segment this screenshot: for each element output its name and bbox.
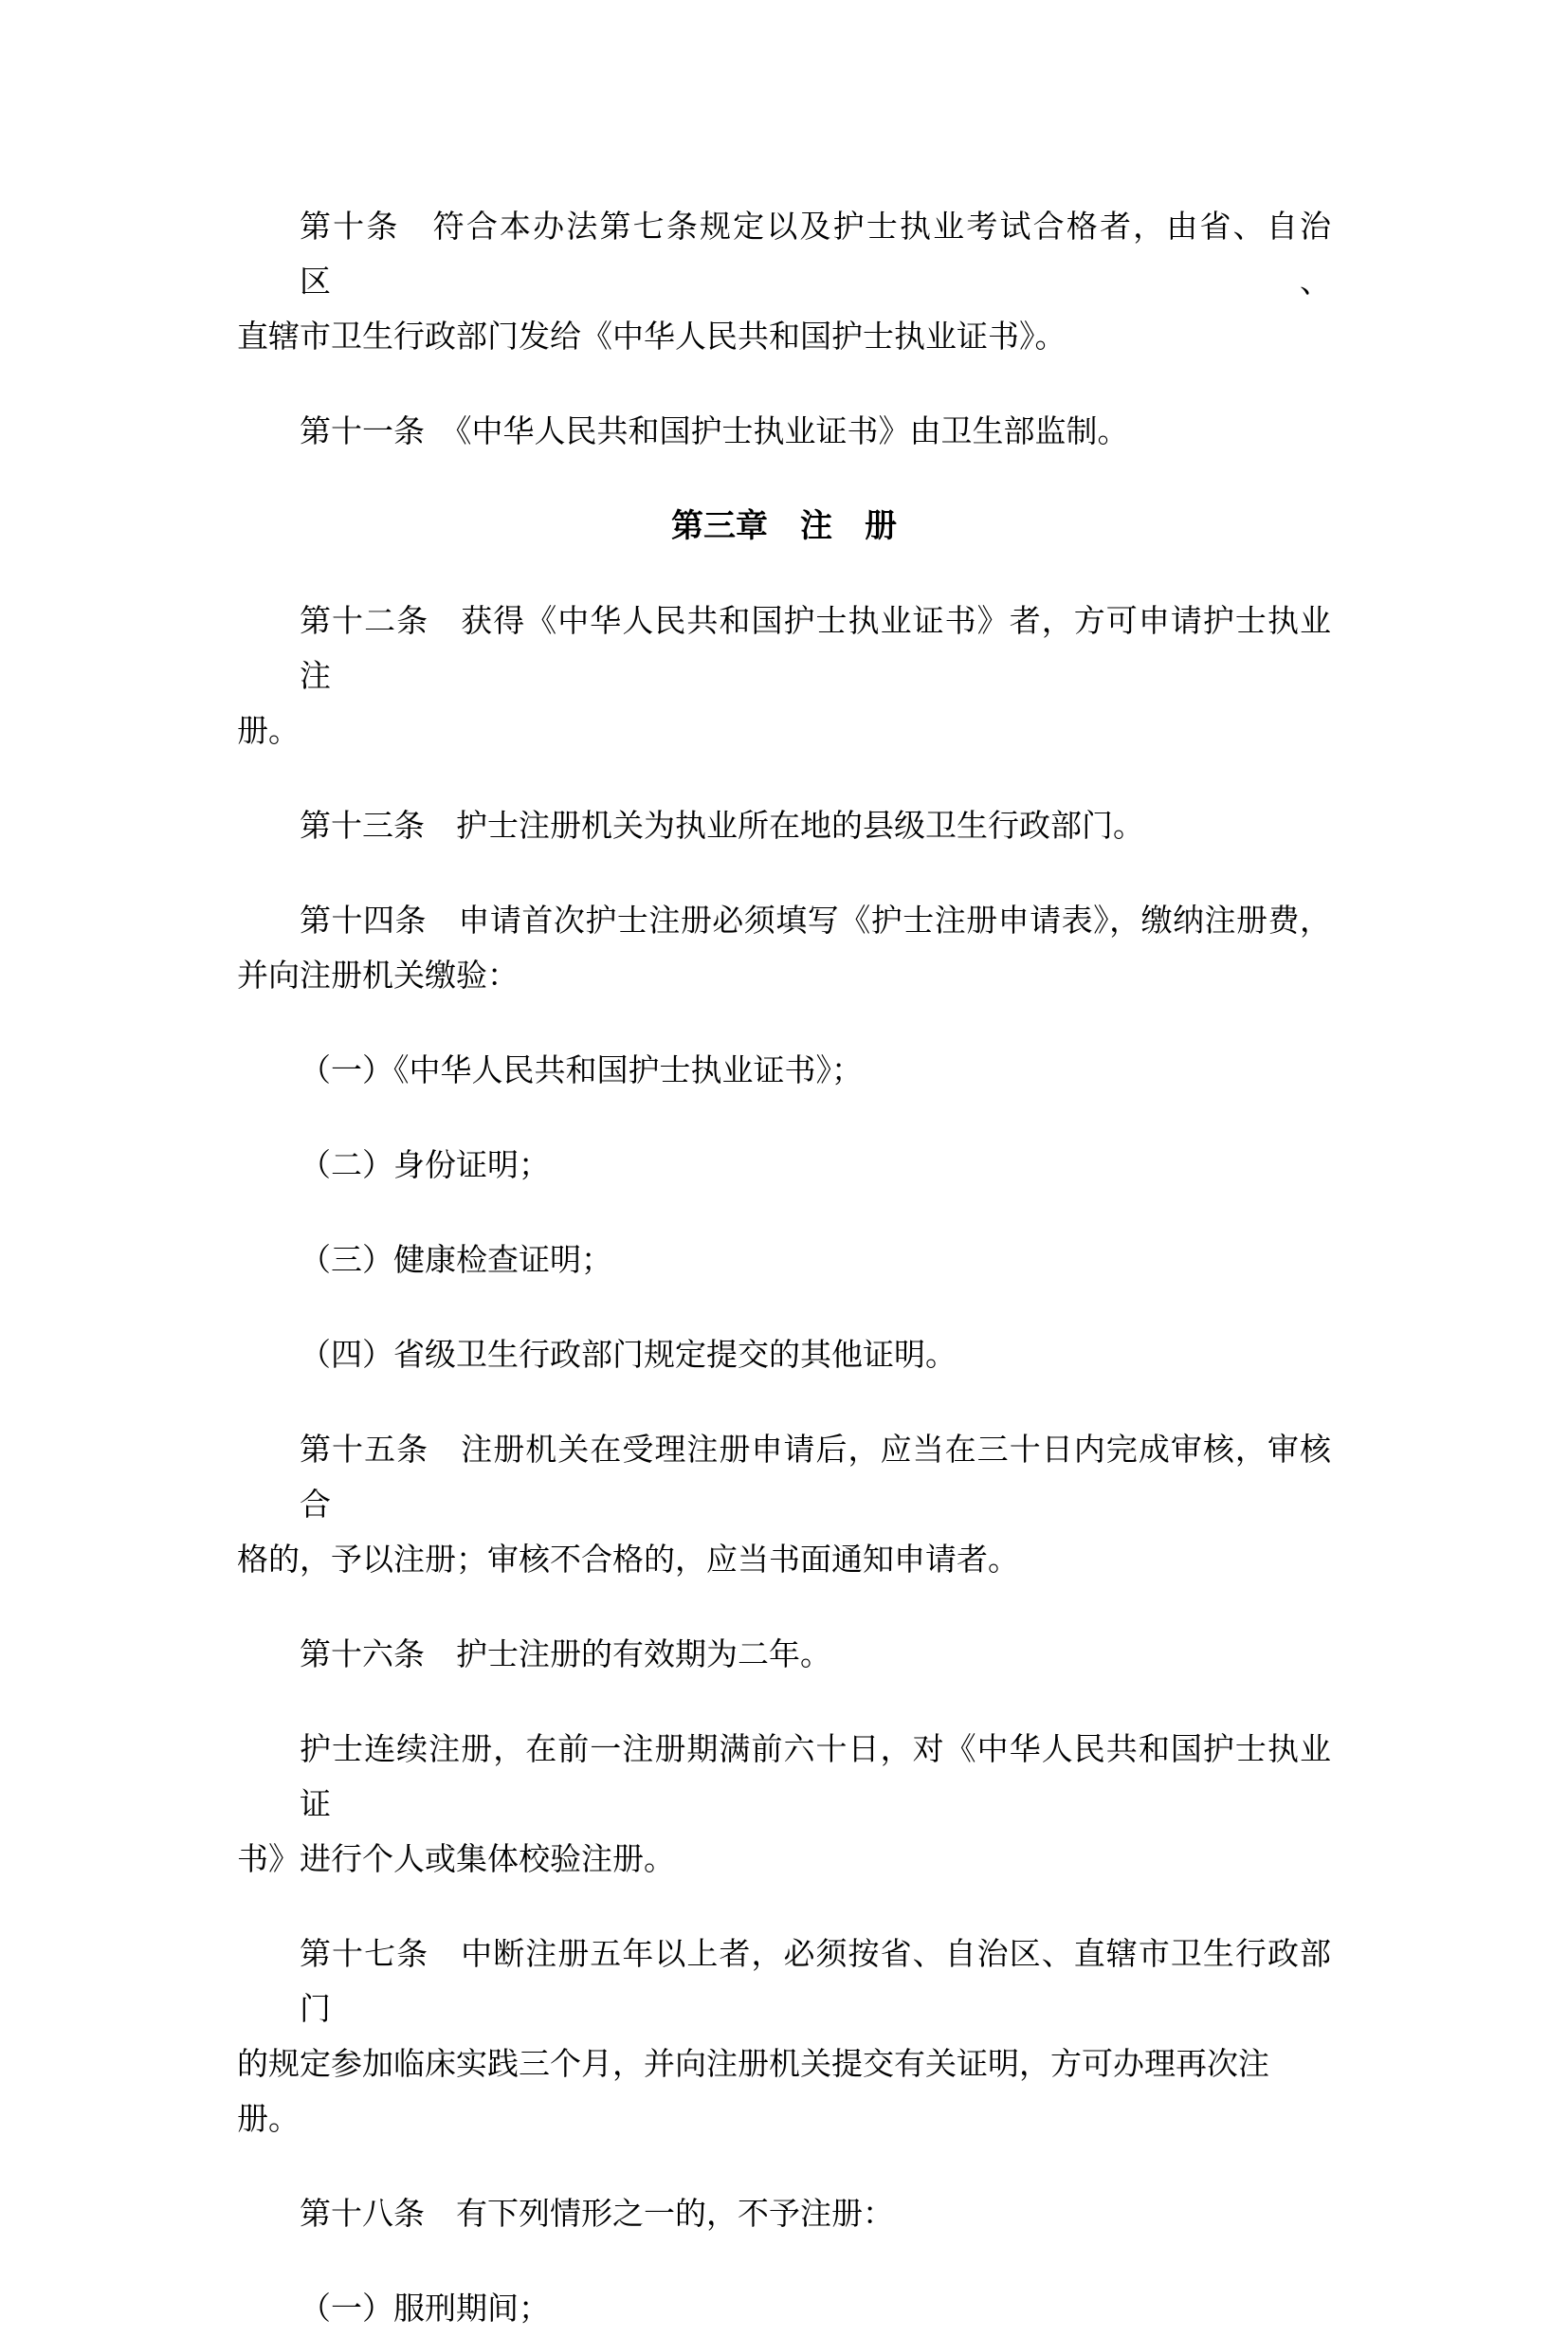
document-text-block [237, 200, 1331, 2337]
article-15-line-1: 第十五条 注册机关在受理注册申请后，应当在三十日内完成审核，审核合 [300, 1433, 1331, 1523]
chapter-3-heading: 第三章 注 册 [671, 509, 897, 544]
article-14-item-3: （三）健康检查证明； [300, 1244, 612, 1278]
article-10-line-2: 直辖市卫生行政部门发给《中华人民共和国护士执业证书》。 [237, 320, 1067, 355]
article-14-line-2: 并向注册机关缴验： [237, 959, 519, 994]
article-14-item-1: （一）《中华人民共和国护士执业证书》； [300, 1054, 863, 1088]
article-16-para2-line-2: 书》进行个人或集体校验注册。 [237, 1843, 675, 1877]
article-18-line: 第十八条 有下列情形之一的，不予注册： [300, 2198, 894, 2232]
article-10-line-1: 第十条 符合本办法第七条规定以及护士执业考试合格者，由省、自治区、 [300, 210, 1331, 300]
article-18-item-1: （一）服刑期间； [300, 2292, 550, 2327]
article-11-line: 第十一条 《中华人民共和国护士执业证书》由卫生部监制。 [300, 415, 1129, 449]
article-14-item-4: （四）省级卫生行政部门规定提交的其他证明。 [300, 1339, 957, 1373]
article-15-line-2: 格的，予以注册；审核不合格的，应当书面通知申请者。 [237, 1543, 1019, 1578]
article-13-line: 第十三条 护士注册机关为执业所在地的县级卫生行政部门。 [300, 810, 1144, 844]
article-14-line-1: 第十四条 申请首次护士注册必须填写《护士注册申请表》，缴纳注册费， [300, 904, 1331, 939]
article-12-line-2: 册。 [237, 715, 300, 749]
article-16-para2-line-1: 护士连续注册，在前一注册期满前六十日，对《中华人民共和国护士执业证 [300, 1733, 1331, 1822]
article-17-line-2: 的规定参加临床实践三个月，并向注册机关提交有关证明，方可办理再次注册。 [237, 2048, 1269, 2137]
article-14-item-2: （二）身份证明； [300, 1149, 550, 1183]
article-16-line: 第十六条 护士注册的有效期为二年。 [300, 1638, 831, 1672]
article-17-line-1: 第十七条 中断注册五年以上者，必须按省、自治区、直辖市卫生行政部门 [300, 1938, 1331, 2027]
article-12-line-1: 第十二条 获得《中华人民共和国护士执业证书》者，方可申请护士执业注 [300, 605, 1331, 694]
